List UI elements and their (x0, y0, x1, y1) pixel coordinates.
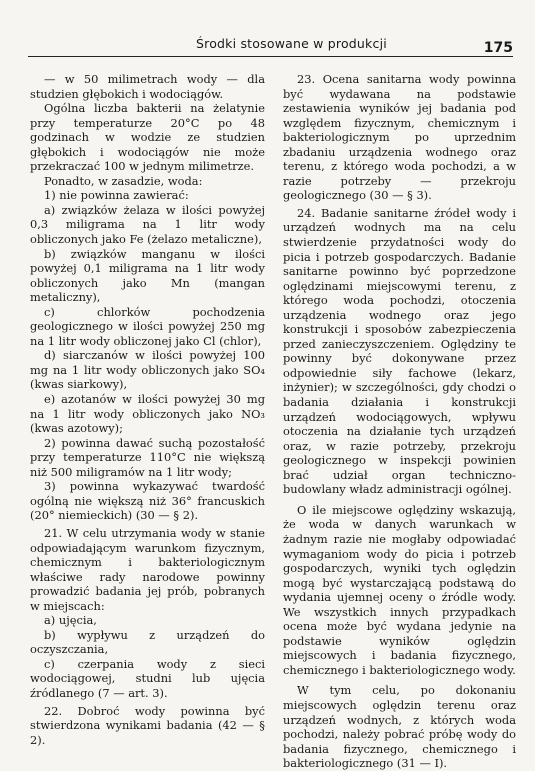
list-item: 2) powinna dawać suchą pozostałość przy temperaturze 110°C nie większą niż 500 miligramów na 1 litr wody; (30, 435, 265, 479)
list-item: c) czerpania wody z sieci wodociągowej, studni lub ujęcia źródlanego (7 — art. 3). (30, 656, 265, 700)
paragraph: O ile miejscowe oględziny wskazują, że woda w danych warunkach w żadnym razie nie mogłaby odpowiadać wymaganiom wody do picia i potrzeb gospodarczych, wyniki tych oględzin mogą być wystarczającą podstawą do wydania ujemnej oceny o źródle wody. We wszystkich innych przypadkach ocena może być wydana jedynie na podstawie wyników oględzin miejscowych i badania fizycznego, chemicznego i bakteriologicznego wody. (283, 502, 516, 677)
list-item: b) wypływu z urządzeń do oczyszczania, (30, 627, 265, 657)
section-22: 22. Dobroć wody powinna być stwierdzona wynikami badania (42 — § 2). (30, 703, 265, 747)
list-item: a) związków żelaza w ilości powyżej 0,3 miligrama na 1 litr wody obliczonych jako Fe (żelazo metaliczne), (30, 202, 265, 247)
list-item: d) siarczanów w ilości powyżej 100 mg na 1 litr wody obliczonych jako SO₄ (kwas siarkowy), (30, 348, 265, 392)
list-item: b) związków manganu w ilości powyżej 0,1 miligrama na 1 litr wody obliczonych jako Mn (mangan metaliczny), (30, 246, 265, 305)
list-item: e) azotanów w ilości powyżej 30 mg na 1 litr wody obliczonych jako NO₃ (kwas azotowy); (30, 392, 265, 436)
list-item: a) ujęcia, (44, 613, 97, 628)
running-header (28, 30, 513, 57)
section-21: 21. W celu utrzymania wody w stanie odpowiadającym warunkom fizycznym, chemicznym i bakteriologicznym właściwe rady narodowe powinny prowadzić badania jej prób, pobranych w miejscach: (30, 525, 265, 613)
running-title: Środki stosowane w produkcji (196, 36, 387, 51)
section-23: 23. Ocena sanitarna wody powinna być wydawana na podstawie zestawienia wyników jej badania pod względem fizycznym, chemicznym i bakteriologicznym po uprzednim zbadaniu urządzenia wodnego oraz terenu, z którego woda pochodzi, a w razie potrzeby — przekroju geologicznego (30 — § 3). (283, 72, 516, 203)
list-item: 3) powinna wykazywać twardość ogólną nie większą niż 36° francuskich (20° niemieckich) (30 — § 2). (30, 479, 265, 523)
paragraph: W tym celu, po dokonaniu miejscowych oględzin terenu oraz urządzeń wodnych, z których woda pochodzi, należy pobrać próbę wody do badania fizycznego, chemicznego i bakteriologicznego (31 — I). (283, 683, 516, 771)
paragraph: Ponadto, w zasadzie, woda: (44, 173, 203, 188)
section-24: 24. Badanie sanitarne źródeł wody i urządzeń wodnych ma na celu stwierdzenie przydatności wody do picia i potrzeb gospodarczych. Badanie sanitarne powinno być poprzedzone oględzinami miejscowymi terenu, z którego woda pochodzi, otoczenia urządzenia wodnego oraz jego konstrukcji i sposobów zabezpieczenia przed zanieczyszczeniem. Oględziny te powinny być dokonywane przez odpowiednie siły fachowe (lekarz, inżynier); w szczególności, gdy chodzi o badania działania i konstrukcji urządzeń wodociągowych, wpływu otoczenia na działanie tych urządzeń oraz, w razie potrzeby, przekroju geologicznego w inspekcji powinien brać udział organ techniczno-budowlany władz administracji ogólnej. (283, 205, 516, 497)
list-item: 1) nie powinna zawierać: (44, 188, 189, 203)
page-number: 175 (483, 40, 513, 56)
right-column (283, 72, 516, 771)
left-column (30, 72, 265, 747)
list-item: c) chlorków pochodzenia geologicznego w ilości powyżej 250 mg na 1 litr wody obliczonej jako Cl (chlor), (30, 304, 265, 348)
paragraph: — w 50 milimetrach wody — dla studzien głębokich i wodociągów. (30, 72, 265, 101)
paragraph: Ogólna liczba bakterii na żelatynie przy temperaturze 20°C po 48 godzinach w wodzie ze studzien głębokich i wodociągów nie może przekraczać 100 w jednym milimetrze. (30, 101, 265, 174)
